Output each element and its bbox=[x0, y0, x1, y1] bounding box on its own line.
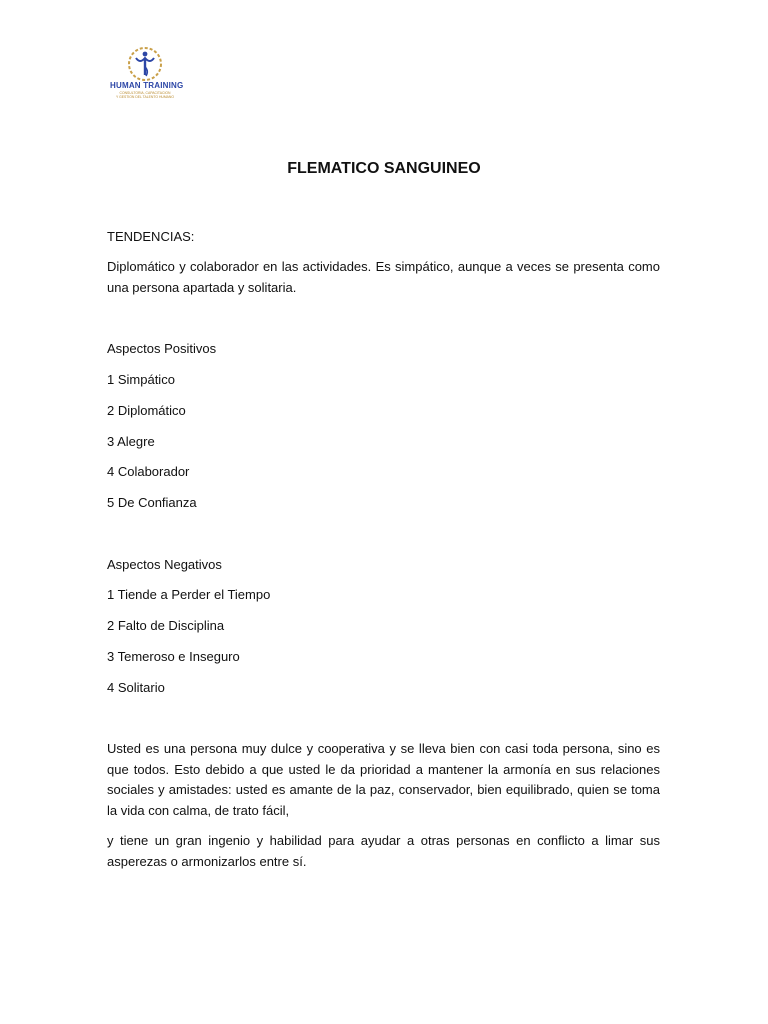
positivos-item: 1 Simpático bbox=[107, 372, 175, 387]
company-logo bbox=[110, 45, 184, 105]
negativos-item: 2 Falto de Disciplina bbox=[107, 618, 225, 633]
logo-tagline bbox=[110, 91, 180, 99]
negativos-heading: Aspectos Negativos bbox=[107, 557, 222, 572]
positivos-item: 2 Diplomático bbox=[107, 403, 186, 418]
body-paragraph-1: Usted es una persona muy dulce y cooperativa y se lleva bien con casi toda persona, sino es que todos. Esto debido a que usted le da prioridad a mantener la armonía en sus relaciones sociales y amistades: usted es amante de la paz, conservador, bien equilibrado, quien se toma la vida con calma, de trato fácil, bbox=[107, 741, 660, 818]
negativos-item: 3 Temeroso e Inseguro bbox=[107, 649, 240, 664]
positivos-item: 4 Colaborador bbox=[107, 464, 190, 479]
negativos-item: 4 Solitario bbox=[107, 680, 165, 695]
positivos-heading: Aspectos Positivos bbox=[107, 341, 217, 356]
tendencias-heading: TENDENCIAS: bbox=[107, 229, 195, 244]
logo-tagline-line-1: CONSULTORIA, CAPACITACION bbox=[119, 91, 171, 95]
logo-name: HUMAN TRAINING bbox=[110, 81, 184, 90]
document-title: FLEMATICO SANGUINEO bbox=[287, 160, 481, 177]
tendencias-text: Diplomático y colaborador en las actividades. Es simpático, aunque a veces se presenta como una persona apartada y solitaria. bbox=[107, 259, 660, 295]
negativos-item: 1 Tiende a Perder el Tiempo bbox=[107, 587, 271, 602]
positivos-item: 5 De Confianza bbox=[107, 495, 197, 510]
body-paragraph-2: y tiene un gran ingenio y habilidad para ayudar a otras personas en conflicto a limar sus asperezas o armonizarlos entre sí. bbox=[107, 833, 660, 869]
logo-emblem-icon bbox=[122, 45, 168, 83]
positivos-item: 3 Alegre bbox=[107, 434, 155, 449]
logo-tagline-line-2: Y GESTION DEL TALENTO HUMANO bbox=[115, 95, 175, 99]
